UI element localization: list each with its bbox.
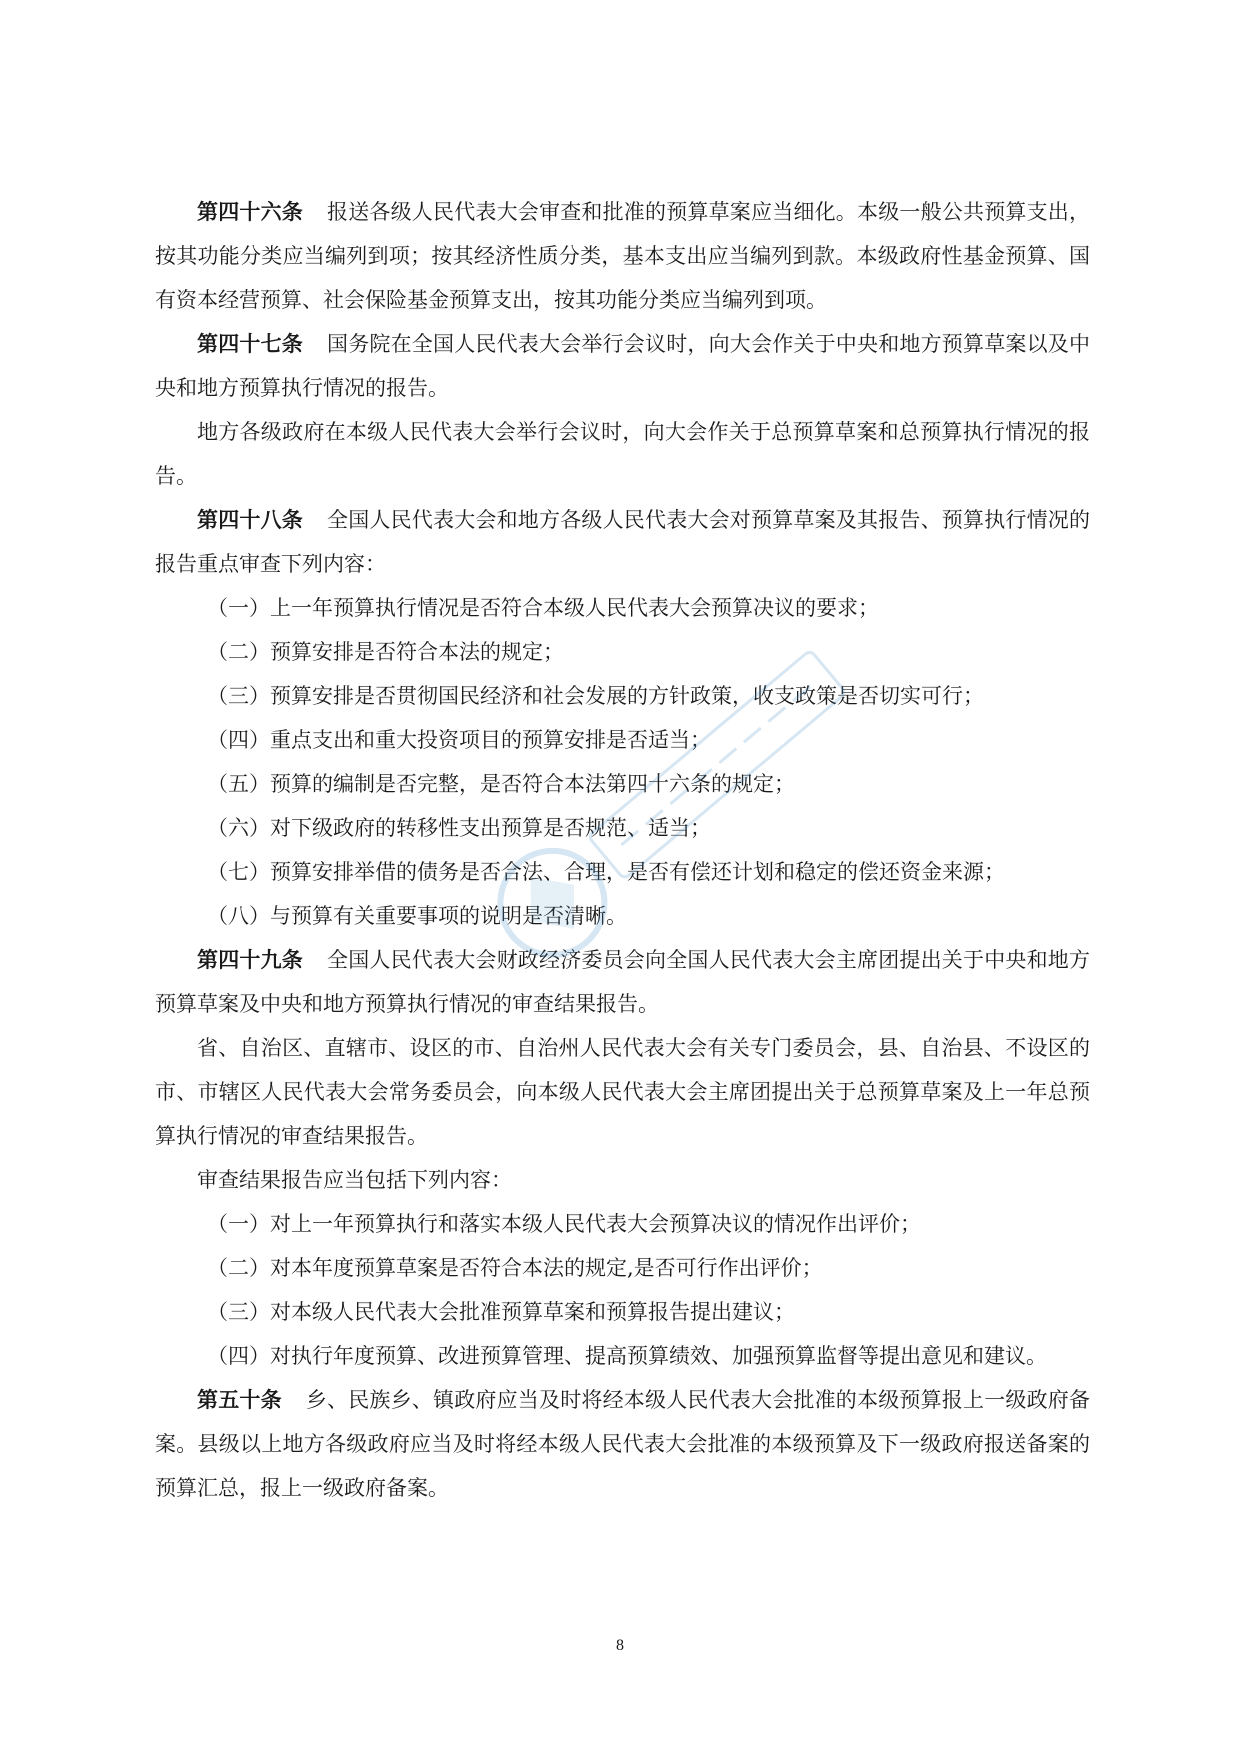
article-text: 国务院在全国人民代表大会举行会议时，向大会作关于中央和地方预算草案以及中央和地方预算执行情况的报告。	[155, 332, 1090, 400]
list-item: （四）重点支出和重大投资项目的预算安排是否适当；	[207, 728, 711, 752]
article-paragraph	[155, 1378, 1090, 1510]
body-paragraph: 审查结果报告应当包括下列内容：	[197, 1168, 512, 1192]
body-paragraph: 地方各级政府在本级人民代表大会举行会议时，向大会作关于总预算草案和总预算执行情况的报告。	[155, 420, 1090, 488]
article-label: 第四十八条	[197, 508, 303, 532]
article-text: 全国人民代表大会和地方各级人民代表大会对预算草案及其报告、预算执行情况的报告重点审查下列内容：	[155, 508, 1090, 576]
article-label: 第四十六条	[197, 200, 303, 224]
list-item: （三）对本级人民代表大会批准预算草案和预算报告提出建议；	[207, 1300, 795, 1324]
page-number: 8	[616, 1637, 624, 1654]
list-item: （六）对下级政府的转移性支出预算是否规范、适当；	[207, 816, 711, 840]
list-item: （二）预算安排是否符合本法的规定；	[207, 640, 564, 664]
list-item: （二）对本年度预算草案是否符合本法的规定,是否可行作出评价；	[207, 1256, 823, 1280]
article-label: 第四十七条	[197, 332, 303, 356]
list-item: （七）预算安排举借的债务是否合法、合理，是否有偿还计划和稳定的偿还资金来源；	[207, 860, 1005, 884]
article-text: 全国人民代表大会财政经济委员会向全国人民代表大会主席团提出关于中央和地方预算草案及中央和地方预算执行情况的审查结果报告。	[155, 948, 1090, 1016]
document-body	[155, 190, 1090, 1510]
article-label: 第五十条	[197, 1388, 282, 1412]
list-item: （八）与预算有关重要事项的说明是否清晰。	[207, 904, 627, 928]
list-item: （三）预算安排是否贯彻国民经济和社会发展的方针政策，收支政策是否切实可行；	[207, 684, 984, 708]
article-paragraph	[155, 190, 1090, 322]
list-item: （一）对上一年预算执行和落实本级人民代表大会预算决议的情况作出评价；	[207, 1212, 921, 1236]
body-paragraph: 省、自治区、直辖市、设区的市、自治州人民代表大会有关专门委员会，县、自治县、不设区的市、市辖区人民代表大会常务委员会，向本级人民代表大会主席团提出关于总预算草案及上一年总预算执行情况的审查结果报告。	[155, 1036, 1090, 1148]
article-paragraph	[155, 938, 1090, 1026]
article-text: 报送各级人民代表大会审查和批准的预算草案应当细化。本级一般公共预算支出，按其功能分类应当编列到项；按其经济性质分类，基本支出应当编列到款。本级政府性基金预算、国有资本经营预算、社会保险基金预算支出，按其功能分类应当编列到项。	[155, 200, 1090, 312]
article-label: 第四十九条	[197, 948, 303, 972]
article-text: 乡、民族乡、镇政府应当及时将经本级人民代表大会批准的本级预算报上一级政府备案。县级以上地方各级政府应当及时将经本级人民代表大会批准的本级预算及下一级政府报送备案的预算汇总，报上一级政府备案。	[155, 1388, 1091, 1500]
list-item: （一）上一年预算执行情况是否符合本级人民代表大会预算决议的要求；	[207, 596, 879, 620]
article-paragraph	[155, 498, 1090, 586]
list-item: （五）预算的编制是否完整，是否符合本法第四十六条的规定；	[207, 772, 795, 796]
list-item: （四）对执行年度预算、改进预算管理、提高预算绩效、加强预算监督等提出意见和建议。	[207, 1344, 1047, 1368]
article-paragraph	[155, 322, 1090, 410]
